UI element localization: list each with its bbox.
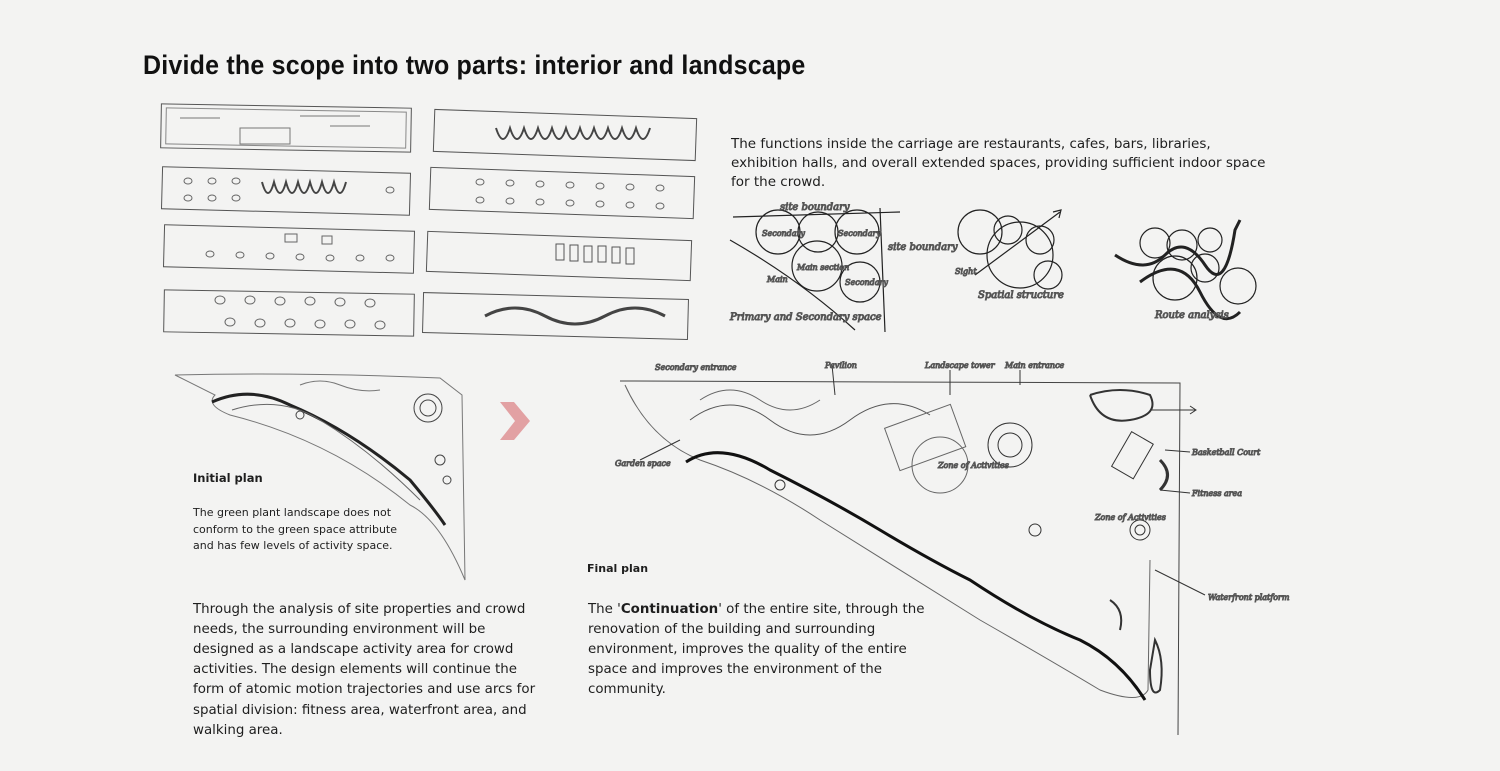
label-garden-space: Garden space [615, 459, 671, 468]
label-basketball-court: Basketball Court [1192, 448, 1261, 457]
label-route-analysis: Route analysis [1155, 310, 1229, 321]
label-main: Main [767, 275, 788, 284]
label-landscape-tower: Landscape tower [925, 361, 995, 370]
final-desc-after: ' of the entire site, through the renovation of the building and surrounding environment, improves the quality of the entire space and improves the environment of the community. [588, 602, 925, 698]
label-site-boundary-right: site boundary [888, 242, 958, 253]
label-primary-secondary: Primary and Secondary space [730, 312, 882, 323]
final-plan-description [588, 600, 933, 701]
label-pavilion: Pavilion [825, 361, 857, 370]
label-spatial-structure: Spatial structure [978, 290, 1064, 301]
initial-plan-label: Initial plan [193, 471, 263, 485]
transition-arrow [500, 402, 530, 440]
route-analysis-diagram [1115, 220, 1256, 319]
label-secondary-3: Secondary [845, 278, 888, 287]
carriage-plans-left [161, 104, 415, 336]
label-secondary-1: Secondary [762, 229, 805, 238]
initial-plan-description: The green plant landscape does not conform to the green space attribute and has few levels of activity space. [193, 506, 397, 552]
label-secondary-2: Secondary [838, 229, 881, 238]
final-desc-bold: Continuation [620, 602, 719, 617]
label-main-section: Main section [797, 263, 850, 272]
label-waterfront-platform: Waterfront platform [1208, 593, 1290, 602]
label-site-boundary-top: site boundary [780, 202, 850, 213]
label-fitness-area: Fitness area [1192, 489, 1243, 498]
functions-description: The functions inside the carriage are restaurants, cafes, bars, libraries, exhibition halls, and overall extended spaces, providing sufficient indoor space for the crowd. [731, 136, 1266, 191]
bubble-diagram-spatial-structure [958, 210, 1062, 289]
label-sight: Sight [955, 267, 977, 276]
carriage-plans-right [423, 109, 697, 339]
page-title: Divide the scope into two parts: interior and landscape [143, 50, 806, 81]
landscape-description: Through the analysis of site properties and crowd needs, the surrounding environment will be designed as a landscape activity area for crowd activities. The design elements will continue the form of atomic motion trajectories and use arcs for spatial division: fitness area, waterfront area, and walking area. [193, 602, 536, 738]
label-main-entrance: Main entrance [1005, 361, 1065, 370]
label-zone-of-activities-2: Zone of Activities [1095, 513, 1166, 522]
final-plan-label: Final plan [587, 562, 649, 575]
label-secondary-entrance: Secondary entrance [655, 363, 737, 372]
final-desc-before: The ' [588, 602, 621, 617]
label-zone-of-activities-1: Zone of Activities [938, 461, 1009, 470]
